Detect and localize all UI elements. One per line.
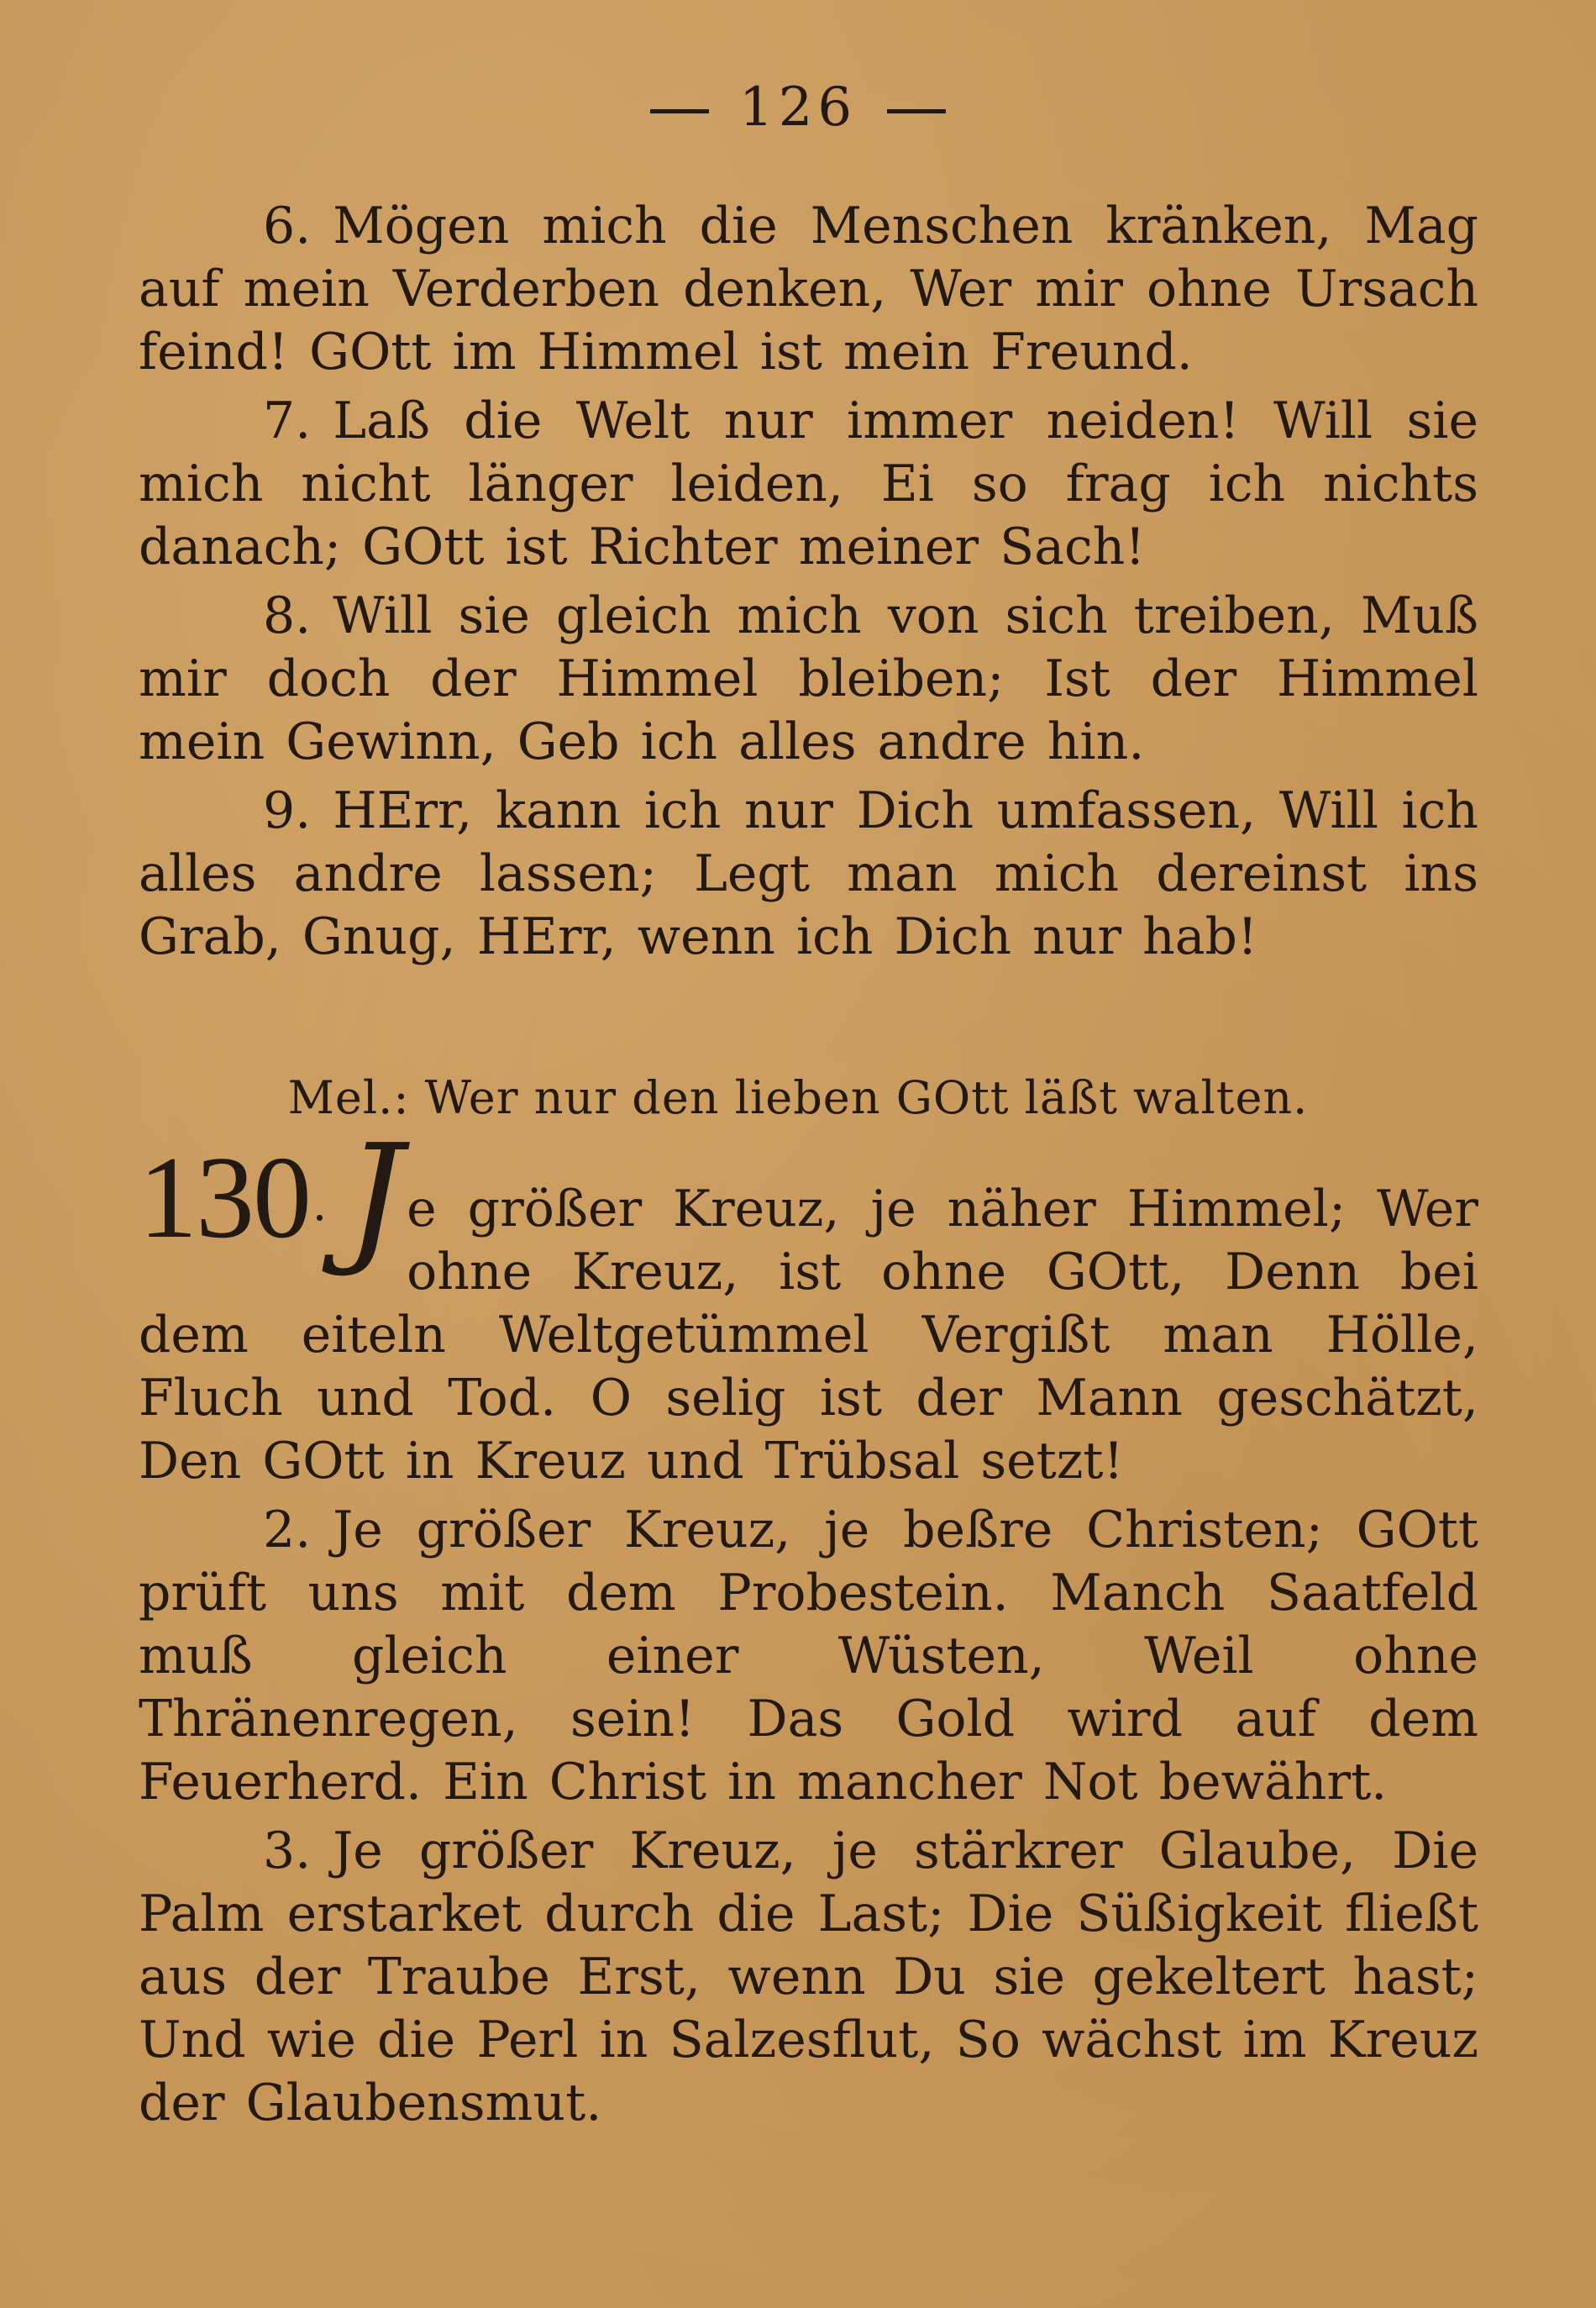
hymn-verse-2 bbox=[139, 1499, 1478, 1814]
hymn-verse-3 bbox=[139, 1820, 1478, 2135]
verse-text: Laß die Welt nur immer neiden! Will sie mich nicht länger leiden, Ei so frag ich nichts danach; GOtt ist Richter meiner Sach! bbox=[139, 392, 1478, 576]
hymn-verse-1 bbox=[139, 1114, 1478, 1493]
verse-text: Mögen mich die Menschen kränken, Mag auf mein Verderben denken, Wer mir ohne Ursach feind! GOtt im Himmel ist mein Freund. bbox=[139, 197, 1478, 381]
melody-line: Mel.: Wer nur den lieben GOtt läßt walten. bbox=[287, 1071, 1309, 1124]
verse-number: 8. bbox=[263, 586, 312, 645]
continued-verses bbox=[139, 195, 1478, 975]
dash-right bbox=[887, 109, 946, 113]
verse-number: 2. bbox=[263, 1501, 312, 1559]
verse-number: 9. bbox=[263, 781, 312, 840]
verse-9 bbox=[139, 780, 1478, 969]
verse-text: Je größer Kreuz, je stärkrer Glaube, Die Palm erstarket durch die Last; Die Süßigkeit fließt aus der Traube Erst, wenn Du sie gekeltert hast; Und wie die Perl in Salzesflut, So wächst im Kreuz der Glaubensmut. bbox=[139, 1822, 1478, 2132]
verse-number: 6. bbox=[263, 197, 312, 255]
verse-8 bbox=[139, 585, 1478, 774]
hymn-130 bbox=[139, 1114, 1478, 2141]
page-number bbox=[0, 74, 1596, 141]
page-number-value: 126 bbox=[738, 76, 858, 139]
drop-cap: J bbox=[346, 1114, 404, 1280]
verse-text: Je größer Kreuz, je beßre Christen; GOtt prüft uns mit dem Probestein. Manch Saatfeld muß gleich einer Wüsten, Weil ohne Thränenregen, sein! Das Gold wird auf dem Feuerherd. Ein Christ in mancher Not bewährt. bbox=[139, 1501, 1478, 1811]
verse-6 bbox=[139, 195, 1478, 384]
verse-text: e größer Kreuz, je näher Himmel; Wer ohne Kreuz, ist ohne GOtt, Denn bei dem eiteln Weltgetümmel Vergißt man Hölle, Fluch und Tod. O selig ist der Mann geschätzt, Den GOtt in Kreuz und Trübsal setzt! bbox=[139, 1180, 1478, 1490]
verse-text: HErr, kann ich nur Dich umfassen, Will ich alles andre lassen; Legt man mich dereinst ins Grab, Gnug, HErr, wenn ich Dich nur hab! bbox=[139, 781, 1478, 966]
verse-number: 7. bbox=[263, 392, 312, 450]
hymn-number-value: 130 bbox=[139, 1133, 310, 1263]
hymn-number bbox=[139, 1133, 324, 1263]
hymn-number-dot: . bbox=[313, 1175, 324, 1231]
verse-7 bbox=[139, 390, 1478, 579]
dash-left bbox=[650, 109, 709, 113]
verse-text: Will sie gleich mich von sich treiben, Muß mir doch der Himmel bleiben; Ist der Himmel mein Gewinn, Geb ich alles andre hin. bbox=[139, 586, 1478, 771]
verse-number: 3. bbox=[263, 1822, 312, 1880]
